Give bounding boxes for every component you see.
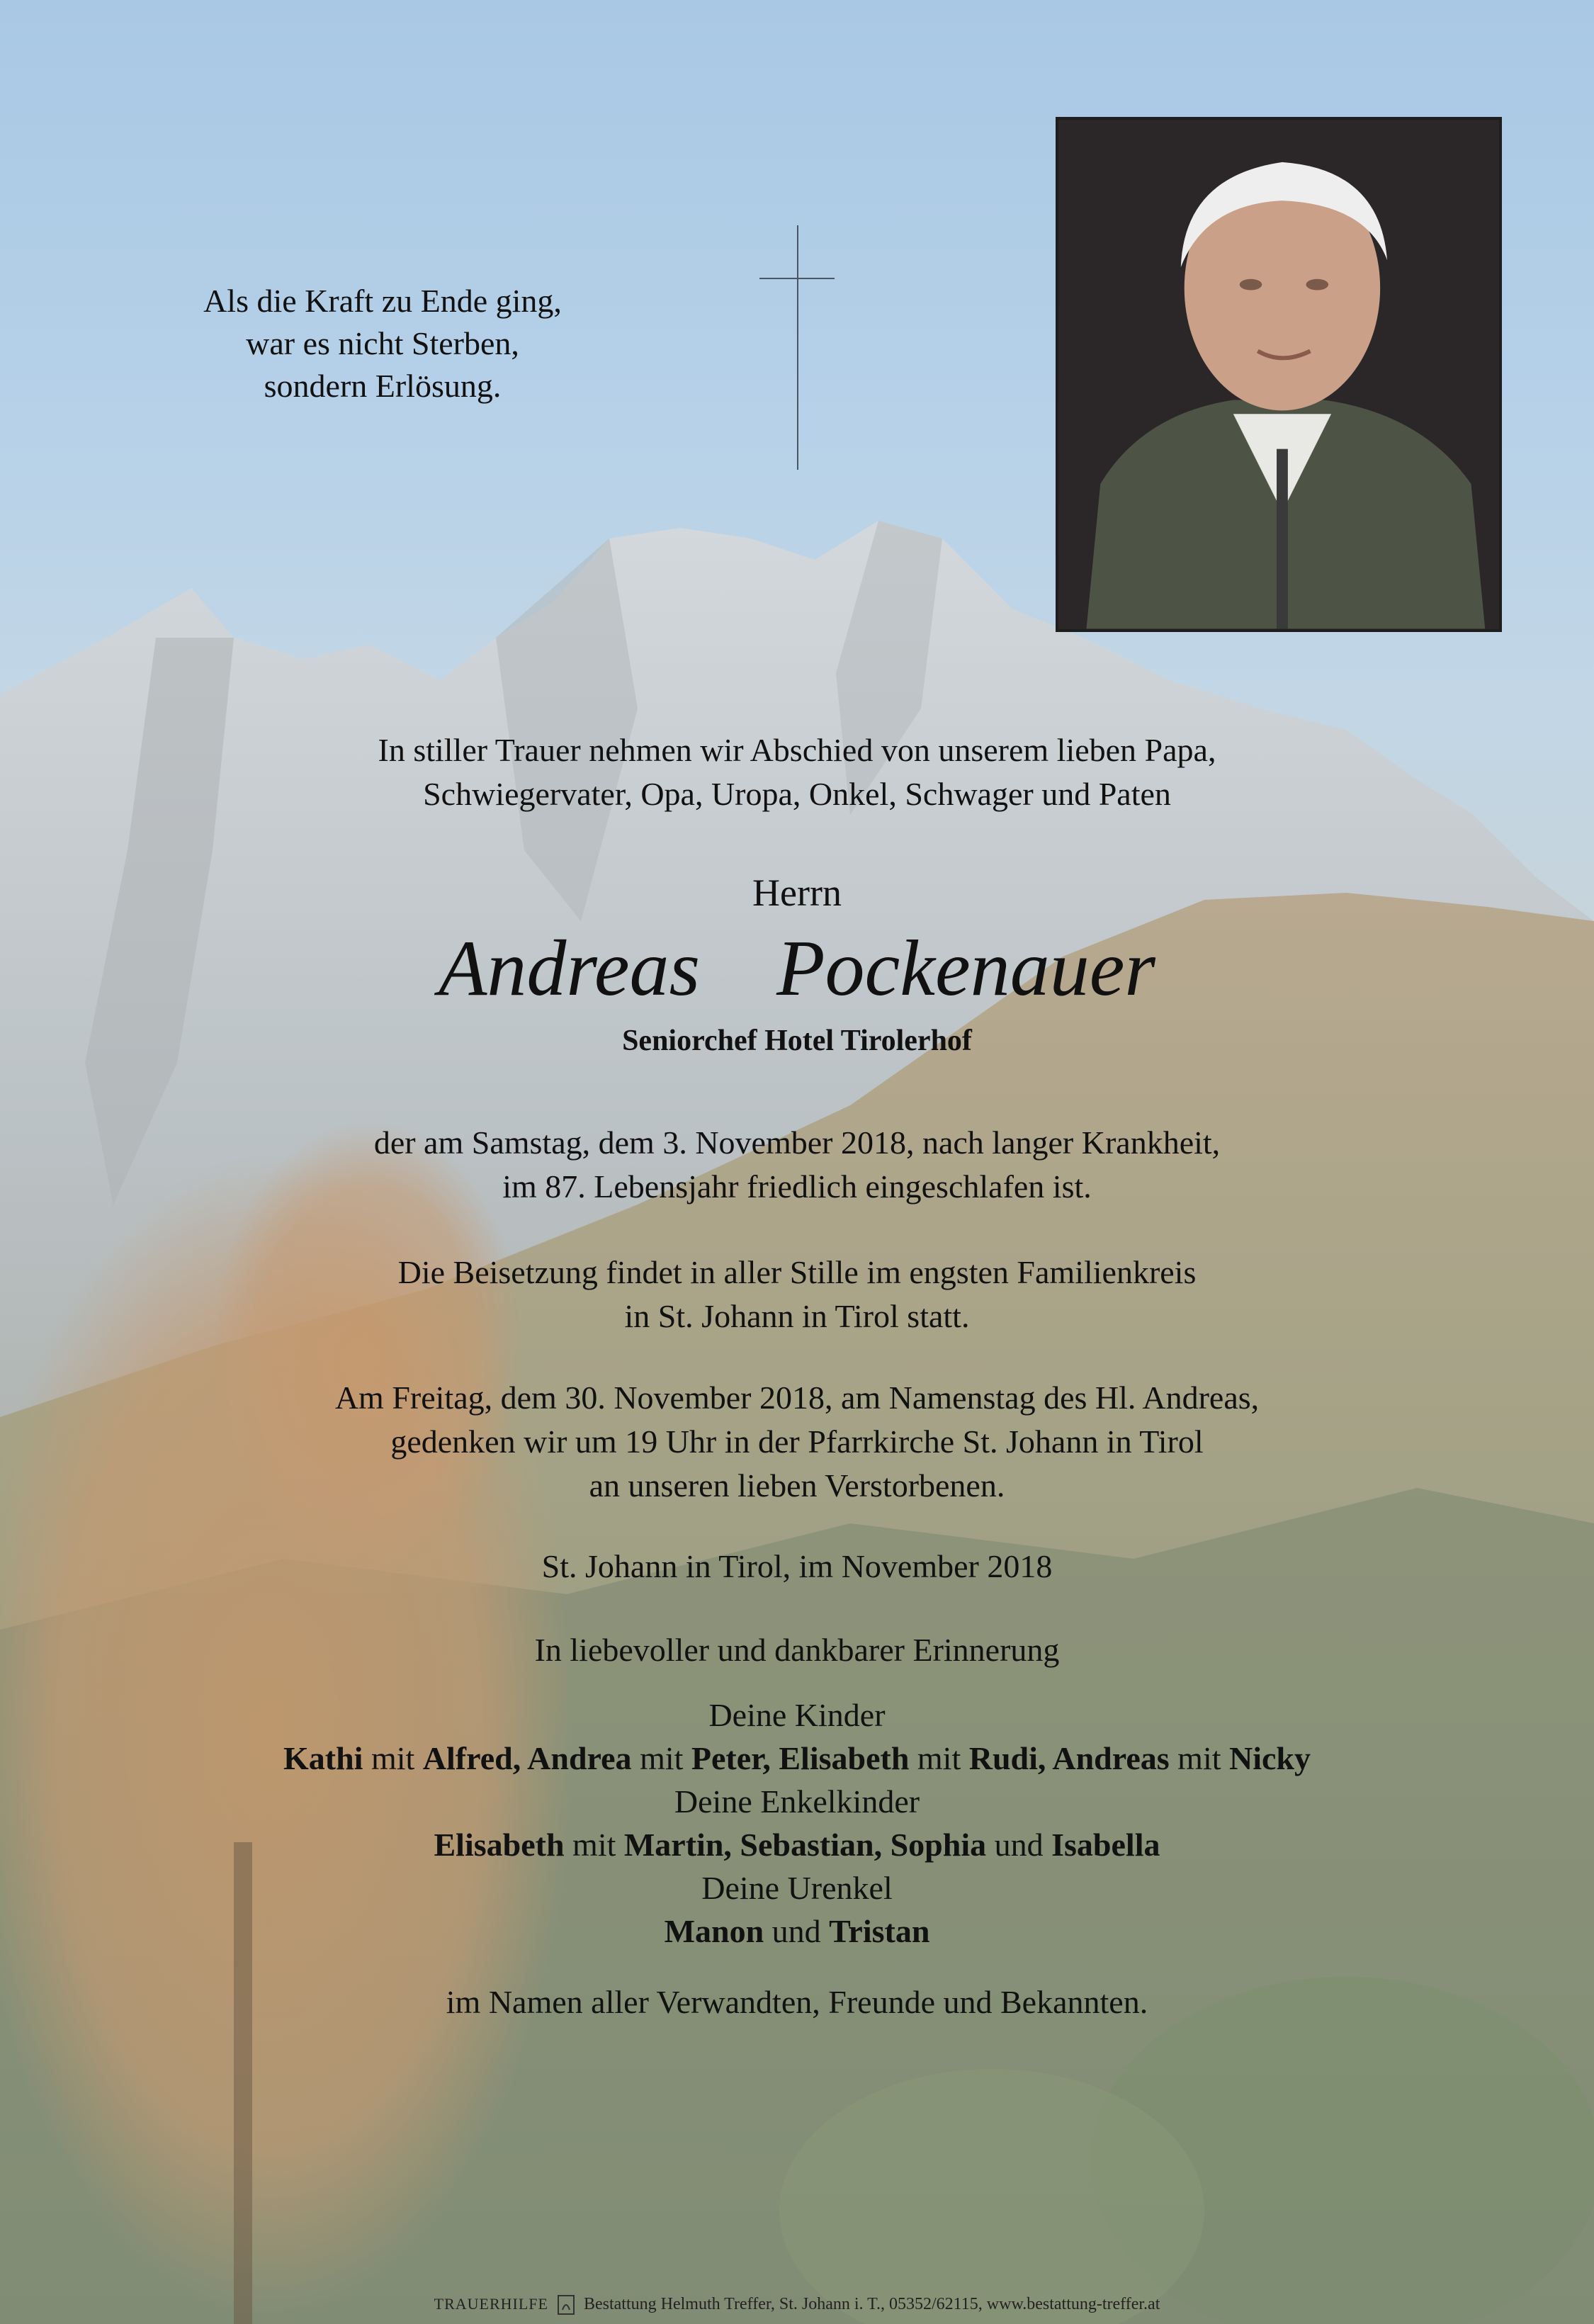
cross-icon-bar — [759, 278, 835, 279]
place-date: St. Johann in Tirol, im November 2018 — [541, 1548, 1053, 1584]
great-grandchildren-names — [0, 1910, 1594, 1953]
connector: mit — [909, 1740, 969, 1776]
memorial-notice-line: Am Freitag, dem 30. November 2018, am Namenstag des Hl. Andreas, — [334, 1380, 1260, 1416]
memorial-notice — [0, 1376, 1594, 1508]
closing-line: im Namen aller Verwandten, Freunde und Bekannten. — [446, 1984, 1148, 2020]
intro-text — [0, 728, 1594, 816]
portrait-image — [1058, 120, 1499, 629]
connector: mit — [1169, 1740, 1230, 1776]
footer — [0, 2293, 1594, 2315]
motto-quote — [142, 280, 623, 407]
death-notice — [0, 1121, 1594, 1209]
deceased-name: Andreas Pockenauer — [439, 925, 1155, 1012]
connector: mit — [631, 1740, 691, 1776]
deceased-title: Seniorchef Hotel Tirolerhof — [622, 1025, 972, 1057]
child-name: Peter, Elisabeth — [691, 1740, 910, 1776]
footer-brand: TRAUERHILFE — [434, 2295, 548, 2313]
motto-line: Als die Kraft zu Ende ging, — [203, 283, 562, 319]
children-names — [0, 1737, 1594, 1780]
salutation: Herrn — [752, 872, 842, 914]
child-name: Rudi, Andreas — [968, 1740, 1170, 1776]
children-label: Deine Kinder — [708, 1697, 886, 1733]
connector: und — [986, 1827, 1052, 1863]
grandchild-name: Martin, Sebastian, Sophia — [623, 1827, 987, 1863]
grandchildren-names — [0, 1823, 1594, 1866]
burial-notice — [0, 1251, 1594, 1338]
connector: und — [764, 1913, 830, 1949]
family-list — [0, 1693, 1594, 1953]
funeral-logo-icon — [557, 2294, 575, 2315]
great-grandchild-name: Tristan — [829, 1913, 930, 1949]
memorial-notice-line: gedenken wir um 19 Uhr in der Pfarrkirche St. Johann in Tirol — [390, 1423, 1204, 1460]
cross-icon — [797, 225, 798, 470]
burial-notice-line: in St. Johann in Tirol statt. — [624, 1298, 970, 1334]
grandchildren-label: Deine Enkelkinder — [674, 1783, 920, 1820]
child-name: Kathi — [283, 1740, 363, 1776]
grandchild-name: Isabella — [1051, 1827, 1160, 1863]
footer-text: Bestattung Helmuth Treffer, St. Johann i. T., 05352/62115, www.bestattung-treffer.at — [583, 2295, 1160, 2313]
death-notice-line: im 87. Lebensjahr friedlich eingeschlafen ist. — [502, 1168, 1092, 1205]
great-grandchild-name: Manon — [664, 1913, 764, 1949]
death-notice-line: der am Samstag, dem 3. November 2018, nach langer Krankheit, — [373, 1124, 1221, 1161]
connector: mit — [564, 1827, 624, 1863]
child-name: Alfred, Andrea — [422, 1740, 632, 1776]
child-name: Nicky — [1229, 1740, 1311, 1776]
burial-notice-line: Die Beisetzung findet in aller Stille im engsten Familienkreis — [397, 1254, 1197, 1290]
connector: mit — [363, 1740, 423, 1776]
memorial-notice-line: an unseren lieben Verstorbenen. — [589, 1467, 1005, 1504]
intro-line: In stiller Trauer nehmen wir Abschied von unserem lieben Papa, — [378, 732, 1216, 768]
great-grandchildren-label: Deine Urenkel — [701, 1870, 893, 1906]
motto-line: war es nicht Sterben, — [246, 325, 519, 361]
motto-line: sondern Erlösung. — [264, 368, 502, 404]
remembrance-line: In liebevoller und dankbarer Erinnerung — [534, 1632, 1060, 1668]
portrait-photo — [1056, 117, 1502, 632]
grandchild-name: Elisabeth — [434, 1827, 565, 1863]
intro-line: Schwiegervater, Opa, Uropa, Onkel, Schwager und Paten — [423, 776, 1171, 812]
